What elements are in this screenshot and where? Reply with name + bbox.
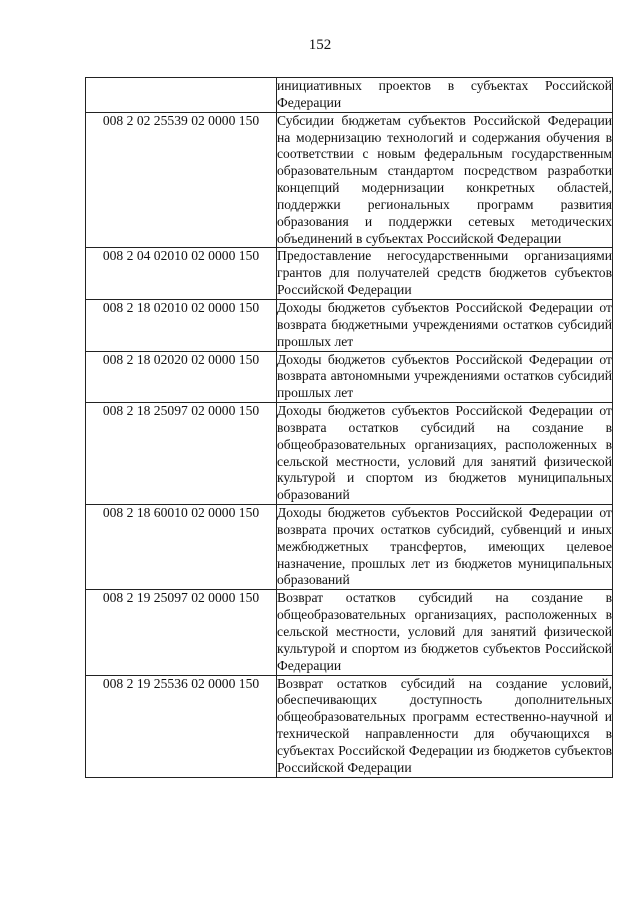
code-cell [86,78,277,113]
description-cell: Доходы бюджетов субъектов Российской Федерации от возврата остатков субсидий на создание в общеобразовательных организациях, расположенных в сельской местности, условий для занятий физической культурой и спортом из бюджетов муниципальных образований [277,403,613,505]
page-number: 152 [308,37,332,53]
description-cell: Доходы бюджетов субъектов Российской Федерации от возврата бюджетными учреждениями остатков субсидий прошлых лет [277,299,613,351]
description-cell: Доходы бюджетов субъектов Российской Федерации от возврата автономными учреждениями остатков субсидий прошлых лет [277,351,613,403]
table-row [86,675,613,777]
table-row [86,78,613,113]
table-row [86,403,613,505]
description-cell: Доходы бюджетов субъектов Российской Федерации от возврата прочих остатков субсидий, субвенций и иных межбюджетных трансфертов, имеющих целевое назначение, прошлых лет из бюджетов муниципальных образований [277,505,613,590]
code-cell: 008 2 18 02010 02 0000 150 [86,299,277,351]
description-cell: Предоставление негосударственными организациями грантов для получателей средств бюджетов субъектов Российской Федерации [277,248,613,300]
description-cell: Возврат остатков субсидий на создание в общеобразовательных организациях, расположенных в сельской местности, условий для занятий физической культурой и спортом из бюджетов субъектов Российской Федерации [277,590,613,675]
code-cell: 008 2 18 02020 02 0000 150 [86,351,277,403]
description-cell: инициативных проектов в субъектах Российской Федерации [277,78,613,113]
code-cell: 008 2 18 25097 02 0000 150 [86,403,277,505]
table-row [86,112,613,248]
table-row [86,505,613,590]
code-cell: 008 2 02 25539 02 0000 150 [86,112,277,248]
code-cell: 008 2 19 25097 02 0000 150 [86,590,277,675]
code-cell: 008 2 04 02010 02 0000 150 [86,248,277,300]
table-row [86,248,613,300]
table-row [86,590,613,675]
description-cell: Возврат остатков субсидий на создание условий, обеспечивающих доступность дополнительных общеобразовательных программ естественно-научной и технической направленности для обучающихся в субъектах Российской Федерации из бюджетов субъектов Российской Федерации [277,675,613,777]
budget-codes-table [85,77,613,778]
description-cell: Субсидии бюджетам субъектов Российской Федерации на модернизацию технологий и содержания обучения в соответствии с новым федеральным государственным образовательным стандартом посредством разработки концепций модернизации конкретных областей, поддержки региональных программ развития образования и поддержки сетевых методических объединений в субъектах Российской Федерации [277,112,613,248]
table-row [86,351,613,403]
code-cell: 008 2 18 60010 02 0000 150 [86,505,277,590]
table-row [86,299,613,351]
code-cell: 008 2 19 25536 02 0000 150 [86,675,277,777]
